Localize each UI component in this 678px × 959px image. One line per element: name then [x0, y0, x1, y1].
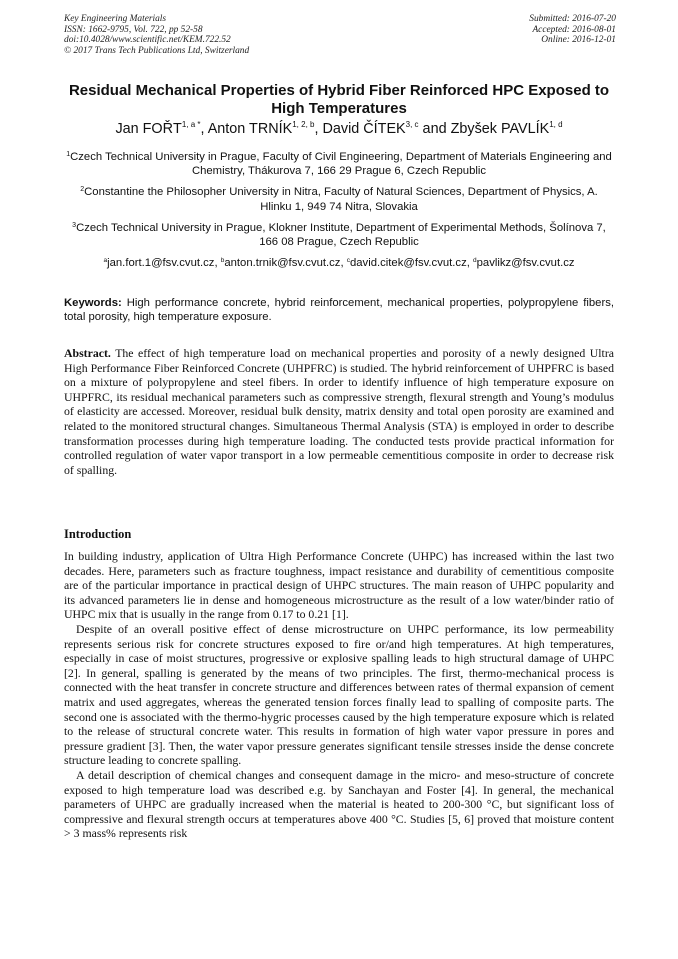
keywords	[64, 296, 614, 324]
email-link[interactable]: pavlikz@fsv.cvut.cz	[476, 257, 575, 270]
accepted-date: Accepted: 2016-08-01	[532, 24, 616, 35]
author-name: Anton TRNÍK	[207, 121, 293, 137]
abstract-label: Abstract.	[64, 346, 111, 360]
author-list	[64, 120, 614, 137]
email-link[interactable]: david.citek@fsv.cvut.cz	[349, 257, 467, 270]
affiliation-text: Czech Technical University in Prague, Klokner Institute, Department of Experimental Methods, Šolínova 7, 166 08 Prague, Czech Republic	[76, 221, 606, 249]
author-affiliation-marker: 1, 2, b	[292, 120, 315, 129]
paper-title: Residual Mechanical Properties of Hybrid Fiber Reinforced HPC Exposed to High Temperatures	[68, 82, 610, 117]
paragraph: Despite of an overall positive effect of dense microstructure on UHPC performance, its low permeability represents serious risk for concrete structures exposed to fire or/and high temperatures. At high temperatures, especially in case of moist structures, progressive or explosive spalling leads to high structural damage of UHPC [2]. In general, spalling is generated by the means of two principles. The first, thermo-mechanical process is connected with the heat transfer in concrete structure and differences between rates of thermal expansion of cement matrix and used aggregates, whereas the generated tension forces finally lead to spalling of composite parts. The second one is associated with the thermo-hygric processes caused by the high temperature exposure which is related to the release of structural concrete water. This results in formation of high water vapor pressure in pores and pressure gradient [3]. Then, the water vapor pressure generates significant tensile stresses inside the dense concrete structure leading to concrete spalling.	[64, 621, 614, 768]
author-name: Jan FOŘT	[115, 121, 182, 137]
section-heading-introduction: Introduction	[64, 527, 132, 541]
affiliations	[64, 148, 614, 270]
affiliation-2	[64, 183, 614, 213]
publication-dates	[529, 14, 616, 46]
abstract	[64, 346, 614, 477]
author-separator: ,	[200, 121, 208, 137]
email-marker: c	[346, 257, 350, 265]
copyright-line: © 2017 Trans Tech Publications Ltd, Switzerland	[64, 45, 250, 56]
email-separator: ,	[466, 257, 473, 270]
affiliation-number: 2	[80, 186, 85, 194]
issn-line: ISSN: 1662-9795, Vol. 722, pp 52-58	[64, 24, 203, 35]
author-affiliation-marker: 1, d	[549, 120, 563, 129]
email-marker: b	[220, 257, 225, 265]
affiliation-number: 1	[66, 151, 71, 158]
email-separator: ,	[340, 257, 347, 270]
email-link[interactable]: anton.trnik@fsv.cvut.cz	[224, 257, 341, 270]
keywords-text: High performance concrete, hybrid reinforcement, mechanical properties, polypropylene fibers, total porosity, high temperature exposure.	[64, 297, 614, 324]
affiliation-1	[64, 148, 614, 178]
email-link[interactable]: jan.fort.1@fsv.cvut.cz	[107, 257, 215, 270]
keywords-label: Keywords:	[64, 297, 122, 309]
affiliation-number: 3	[72, 221, 77, 229]
paragraph: A detail description of chemical changes and consequent damage in the micro- and meso-structure of concrete exposed to high temperature load was described e.g. by Sanchayan and Foster [4]. In general, the mechanical parameters of UHPC are gradually increased when the material is heated to 200-300 °C, but significant loss of compressive and flexural strength occurs at temperatures above 400 °C. Studies [5, 6] proved that moisture content > 3 mass% represents risk	[64, 767, 614, 841]
email-marker: a	[103, 257, 108, 265]
affiliation-text: Constantine the Philosopher University in Nitra, Faculty of Natural Sciences, Department of Physics, A. Hlinku 1, 949 74 Nitra, Slovakia	[84, 186, 598, 213]
doi-line: doi:10.4028/www.scientific.net/KEM.722.52	[64, 35, 231, 46]
journal-info	[64, 14, 249, 56]
affiliation-text: Czech Technical University in Prague, Faculty of Civil Engineering, Department of Materials Engineering and Chemistry, Thákurova 7, 166 29 Prague 6, Czech Republic	[70, 151, 612, 178]
author-affiliation-marker: 3, c	[405, 120, 419, 129]
introduction-body	[64, 549, 614, 841]
online-date: Online: 2016-12-01	[541, 35, 616, 46]
submitted-date: Submitted: 2016-07-20	[529, 14, 616, 24]
author-emails	[64, 254, 614, 270]
author-name: David ČÍTEK	[322, 121, 406, 137]
email-marker: d	[473, 257, 477, 265]
author-separator: ,	[314, 121, 323, 137]
abstract-text: The effect of high temperature load on mechanical properties and porosity of a newly designed Ultra High Performance Fiber Reinforced Concrete (UHPFRC) is studied. The hybrid reinforcement of UHPFRC is based on a mixture of polypropylene and steel fibers. In order to identify influence of high temperature exposure on UHPFRC, its residual mechanical parameters such as compressive strength, flexural strength and Young’s modulus of elasticity are accessed. Moreover, residual bulk density, matrix density and total open porosity are examined and related to the monitored structural changes. Simultaneous Thermal Analysis (STA) is employed in order to describe transformation processes during high temperature loading. The conducted tests provide practical information for controlled regulation of water vapor transport in a low permeable cementitious composite in order to decrease risk of spalling.	[64, 346, 614, 477]
email-separator: ,	[214, 257, 221, 270]
author-separator: and	[418, 121, 451, 137]
author-name: Zbyšek PAVLÍK	[450, 121, 550, 137]
journal-name: Key Engineering Materials	[64, 14, 167, 24]
affiliation-3	[64, 219, 614, 249]
paragraph: In building industry, application of Ultra High Performance Concrete (UHPC) has increased within the last two decades. Here, parameters such as fracture toughness, impact resistance and durability of cementitious composite are of the particular importance in practical design of UHPC structures. The main reason of UHPC popularity and its advanced parameters lie in dense and homogeneous microstructure as the result of a low water/binder ratio of UHPC mix that is usually in the range from 0.17 to 0.21 [1].	[64, 549, 614, 622]
author-affiliation-marker: 1, a *	[181, 120, 201, 129]
